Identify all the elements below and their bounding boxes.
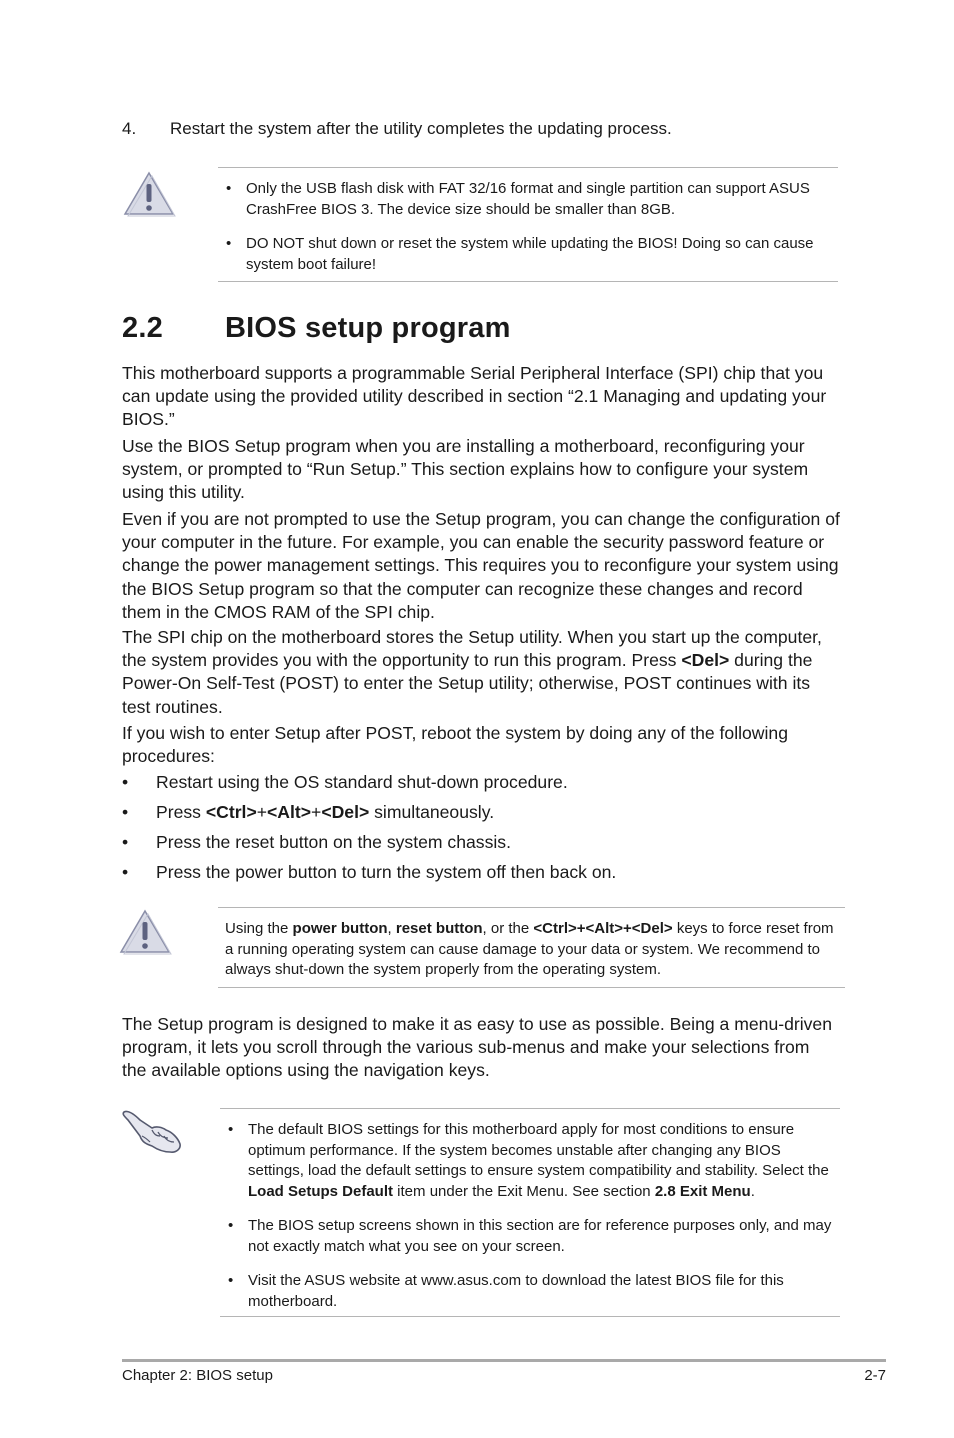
body-paragraph: The Setup program is designed to make it as easy to use as possible. Being a menu-driven program, it lets you scroll through the various sub-menus and make your selections from the available options using the navigation keys. xyxy=(122,1014,833,1081)
caution-bullet: • Only the USB flash disk with FAT 32/16 format and single partition can support ASUS CrashFree BIOS 3. The device size should be smaller than 8GB. xyxy=(226,180,810,218)
warning-triangle-icon xyxy=(118,908,172,961)
body-paragraph: If you wish to enter Setup after POST, reboot the system by doing any of the following procedures: xyxy=(122,723,788,767)
body-paragraph: This motherboard supports a programmable Serial Peripheral Interface (SPI) chip that you can update using the provided utility described in section “2.1 Managing and updating your BIOS.” xyxy=(122,363,827,430)
footer-chapter: Chapter 2: BIOS setup xyxy=(122,1367,273,1384)
note-bullet: • Visit the ASUS website at www.asus.com to download the latest BIOS file for this motherboard. xyxy=(228,1272,784,1310)
del-key: <Del> xyxy=(681,650,730,671)
footer-rule xyxy=(122,1359,886,1362)
caution-top-rule xyxy=(218,167,838,168)
note-bullet: • The BIOS setup screens shown in this section are for reference purposes only, and may not exactly match what you see on your screen. xyxy=(228,1217,832,1255)
warning-triangle-icon xyxy=(122,170,176,223)
footer-page-number: 2-7 xyxy=(864,1367,886,1384)
section-number: 2.2 xyxy=(122,312,163,344)
body-paragraph-spi: The SPI chip on the motherboard stores the Setup utility. When you start up the computer, the system provides you with the opportunity to run this program. Press <Del> during the Power-On Self-Test (POST) to enter the Setup utility; otherwise, POST continues with its test routines. xyxy=(122,627,822,717)
pointing-hand-icon xyxy=(120,1106,184,1161)
section-title: BIOS setup program xyxy=(225,312,511,344)
body-paragraph: Even if you are not prompted to use the Setup program, you can change the configuration of your computer in the future. For example, you can enable the security password feature or change the power management settings. This requires you to reconfigure your system using the BIOS Setup program so that the computer can recognize these changes and record them in the CMOS RAM of the SPI chip. xyxy=(122,509,840,622)
caution-bullet: • DO NOT shut down or reset the system while updating the BIOS! Doing so can cause system boot failure! xyxy=(226,235,814,273)
note-box xyxy=(228,1120,840,1312)
note-bullet: • The default BIOS settings for this motherboard apply for most conditions to ensure optimum performance. If the system becomes unstable after changing any BIOS settings, load the default settings to ensure system compatibility and stability. Select the Load Setups Default item under the Exit Menu. See section 2.8 Exit Menu. xyxy=(228,1121,829,1200)
caution-bottom-rule xyxy=(218,281,838,282)
step-text: Restart the system after the utility completes the updating process. xyxy=(170,119,672,138)
caution-1 xyxy=(226,179,826,275)
caution-2: Using the power button, reset button, or the <Ctrl>+<Alt>+<Del> keys to force reset from a running operating system can cause damage to your data or system. We recommend to always shut-down the system properly from the operating system. xyxy=(225,920,834,978)
step-number: 4. xyxy=(122,119,137,138)
note-bottom-rule xyxy=(220,1316,840,1317)
note-top-rule xyxy=(220,1108,840,1109)
caution-top-rule xyxy=(218,907,845,908)
caution-bottom-rule xyxy=(218,987,845,988)
body-paragraph: Use the BIOS Setup program when you are installing a motherboard, reconfiguring your system, or prompted to “Run Setup.” This section explains how to configure your system using this utility. xyxy=(122,436,809,503)
